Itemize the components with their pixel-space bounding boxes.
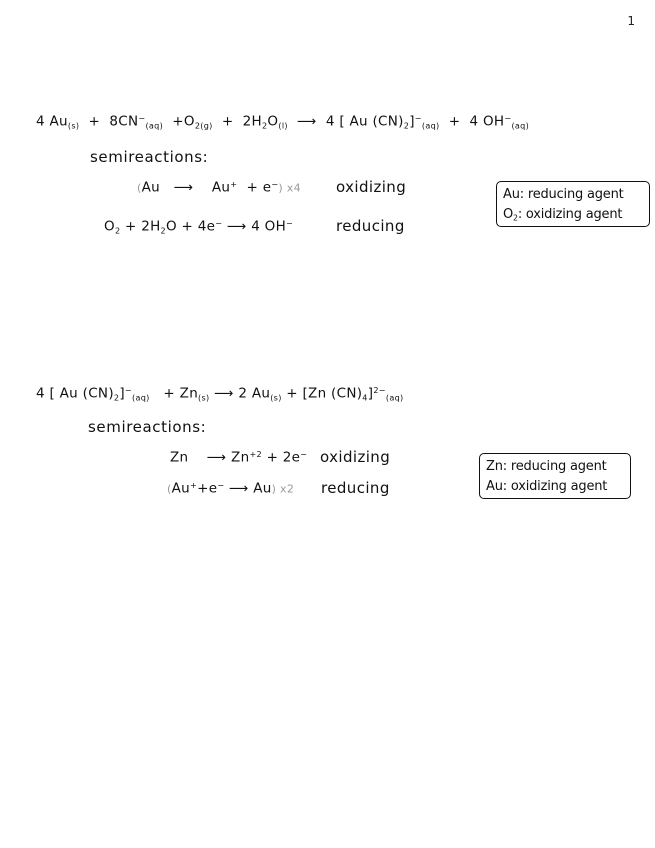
state: (s) bbox=[270, 392, 282, 403]
plus: + bbox=[88, 113, 101, 130]
reaction-arrow: ⟶ bbox=[226, 218, 247, 235]
coef: 4 bbox=[325, 113, 335, 130]
state: (aq) bbox=[145, 120, 164, 131]
equation-2 bbox=[36, 386, 403, 401]
reactant: Au bbox=[171, 480, 190, 497]
charge: − bbox=[414, 113, 422, 123]
species-o: O bbox=[267, 113, 279, 130]
subscript: 2 bbox=[261, 120, 268, 131]
plus: + bbox=[448, 113, 461, 130]
coef: 2 bbox=[242, 113, 252, 130]
coef: 2 bbox=[238, 385, 248, 402]
electron: e bbox=[262, 179, 272, 196]
paren: ( bbox=[137, 181, 142, 195]
coef: 4 bbox=[36, 113, 45, 130]
agent-line: Au: reducing agent bbox=[503, 187, 624, 202]
reactant: Zn bbox=[170, 449, 189, 466]
species-h: H bbox=[251, 113, 262, 130]
bracket: ] bbox=[409, 113, 415, 130]
species-zn-complex: [Zn (CN) bbox=[302, 385, 363, 402]
state: (l) bbox=[278, 120, 288, 131]
reaction-arrow: ⟶ bbox=[173, 179, 194, 196]
product: Au bbox=[211, 179, 231, 196]
plus: + bbox=[197, 480, 209, 497]
plus: + bbox=[286, 385, 298, 402]
species-cn: CN bbox=[118, 113, 139, 130]
charge: + bbox=[230, 179, 238, 189]
subscript: 2 bbox=[113, 392, 120, 403]
oxidizing-label-1: oxidizing bbox=[336, 178, 407, 196]
equation-1 bbox=[36, 114, 529, 129]
multiplier: ) x4 bbox=[278, 181, 301, 195]
electrons: 2e bbox=[282, 449, 301, 466]
charge: 2− bbox=[373, 385, 386, 395]
charge: − bbox=[217, 480, 225, 490]
reactant: O bbox=[166, 218, 177, 235]
plus: + bbox=[246, 179, 259, 196]
state: (s) bbox=[67, 120, 80, 131]
charge: − bbox=[215, 218, 223, 228]
bracket: ] bbox=[119, 385, 125, 402]
multiplier: ) x2 bbox=[271, 482, 295, 496]
charge: − bbox=[504, 113, 512, 123]
reducing-label-1: reducing bbox=[336, 217, 405, 235]
reduction-half-reaction-2 bbox=[167, 481, 294, 496]
oxidation-half-reaction-1 bbox=[137, 180, 301, 195]
charge: − bbox=[271, 179, 279, 189]
subscript: 2 bbox=[194, 120, 201, 131]
plus: + bbox=[172, 113, 184, 130]
state: (s) bbox=[198, 392, 210, 403]
charge: − bbox=[300, 449, 308, 459]
bracket: ] bbox=[367, 385, 374, 402]
subscript: 4 bbox=[362, 392, 368, 403]
species-o2: O bbox=[183, 113, 195, 130]
product: Zn bbox=[231, 449, 250, 466]
reducing-label-2: reducing bbox=[321, 479, 390, 497]
agent-line bbox=[503, 205, 645, 225]
reduction-half-reaction-1 bbox=[104, 219, 293, 234]
state: (aq) bbox=[511, 120, 530, 131]
reaction-arrow: ⟶ bbox=[297, 113, 317, 130]
subscript: 2 bbox=[403, 120, 410, 131]
plus: + bbox=[124, 218, 137, 235]
agent-line: Zn: reducing agent bbox=[486, 459, 607, 474]
page-number: 1 bbox=[627, 14, 635, 28]
plus: + bbox=[266, 449, 279, 466]
paren: ( bbox=[167, 482, 172, 496]
charge: + bbox=[190, 480, 198, 490]
species-zn: Zn bbox=[179, 385, 199, 402]
subscript: 2 bbox=[513, 213, 518, 223]
state: (aq) bbox=[385, 392, 404, 403]
semireactions-label-2: semireactions: bbox=[88, 418, 207, 436]
charge: +2 bbox=[249, 449, 262, 459]
agents-box-2 bbox=[479, 453, 631, 499]
coef: 4 bbox=[36, 385, 45, 402]
reactant: 2H bbox=[141, 218, 161, 235]
plus: + bbox=[163, 385, 176, 402]
oxidizing-label-2: oxidizing bbox=[320, 448, 391, 466]
charge: − bbox=[286, 218, 294, 228]
product: Au bbox=[253, 480, 272, 497]
charge: − bbox=[138, 113, 146, 123]
oxidation-half-reaction-2 bbox=[170, 450, 307, 465]
state: (aq) bbox=[132, 392, 150, 403]
species-complex: [ Au (CN) bbox=[49, 385, 114, 402]
agent-text: O bbox=[503, 206, 514, 222]
agent-text: : oxidizing agent bbox=[517, 206, 623, 222]
electrons: 4e bbox=[197, 218, 216, 235]
product: 4 OH bbox=[251, 218, 287, 235]
charge: − bbox=[124, 385, 133, 395]
coef: 4 bbox=[469, 113, 479, 130]
state: (aq) bbox=[421, 120, 440, 131]
species-oh: OH bbox=[482, 113, 505, 130]
reactant: Au bbox=[141, 179, 160, 196]
reaction-arrow: ⟶ bbox=[214, 385, 234, 402]
electron: e bbox=[208, 480, 218, 497]
plus: + bbox=[181, 218, 194, 235]
species-au: Au bbox=[49, 113, 68, 130]
state: (g) bbox=[200, 120, 213, 131]
subscript: 2 bbox=[160, 225, 166, 236]
reactant: O bbox=[104, 218, 115, 235]
plus: + bbox=[221, 113, 234, 130]
species-au: Au bbox=[251, 385, 271, 402]
species-complex: [ Au (CN) bbox=[339, 113, 404, 130]
reaction-arrow: ⟶ bbox=[206, 449, 227, 466]
reaction-arrow: ⟶ bbox=[229, 480, 249, 497]
coef: 8 bbox=[109, 113, 119, 130]
agent-line: Au: oxidizing agent bbox=[486, 478, 608, 494]
subscript: 2 bbox=[114, 225, 121, 236]
semireactions-label-1: semireactions: bbox=[90, 148, 209, 166]
agents-box-1 bbox=[496, 181, 650, 227]
